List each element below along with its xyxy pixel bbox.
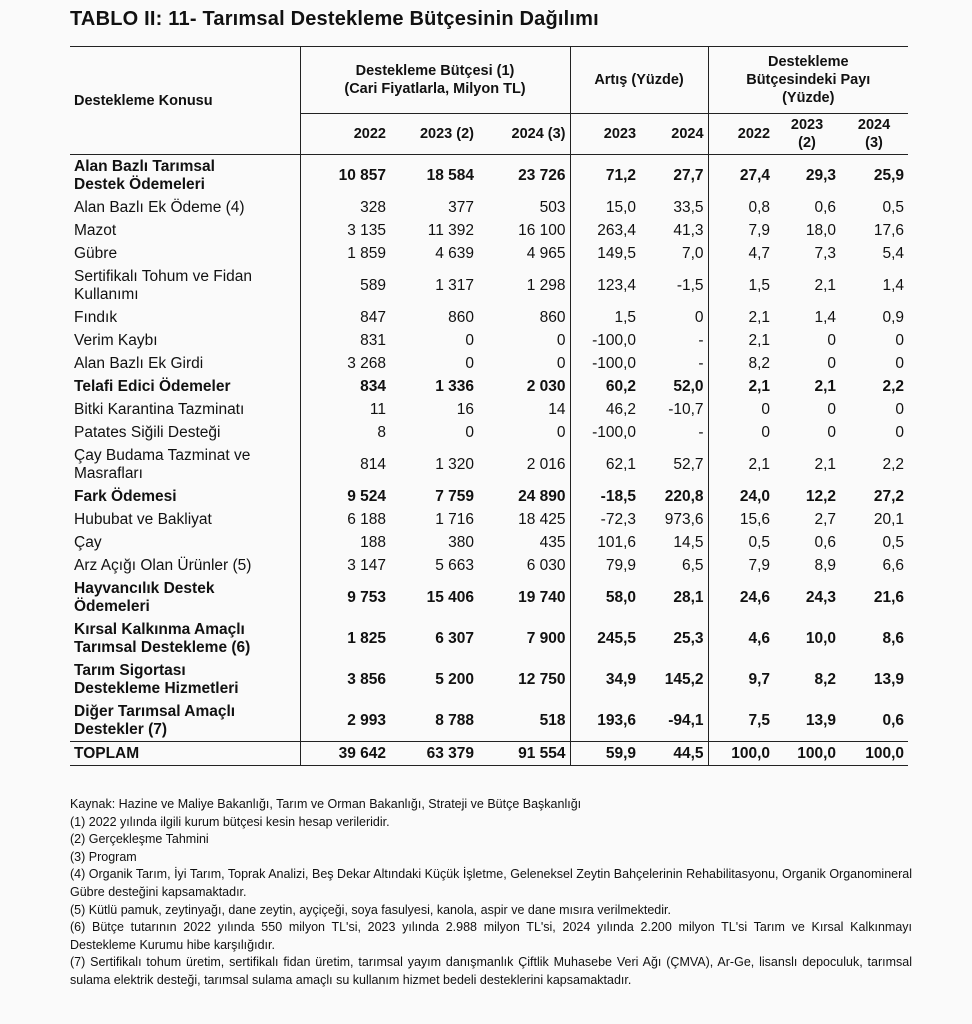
table-cell: 0 xyxy=(556,423,566,441)
table-cell: 7 900 xyxy=(526,629,566,647)
table-row xyxy=(70,554,908,577)
table-cell: 2,1 xyxy=(814,276,837,294)
table-cell: 6 188 xyxy=(300,508,390,531)
row-label: Alan Bazlı Ek Ödeme (4) xyxy=(74,198,245,216)
table-cell: 193,6 xyxy=(570,700,640,742)
table-cell: 0 xyxy=(827,423,837,441)
table-cell: 2,2 xyxy=(882,377,905,395)
table-cell: 24,3 xyxy=(805,588,837,606)
subheader-cell: 2024 xyxy=(640,114,708,155)
table-row xyxy=(70,508,908,531)
total-cell: 44,5 xyxy=(640,742,708,766)
table-cell: 27,2 xyxy=(873,487,905,505)
table-cell: 7 759 xyxy=(435,487,474,505)
table-cell: 2 993 xyxy=(300,700,390,742)
table-cell: 14 xyxy=(548,400,566,418)
table-cell: 10,0 xyxy=(805,629,837,647)
table-cell: 60,2 xyxy=(570,375,640,398)
table-cell: 4,7 xyxy=(708,242,774,265)
table-cell: 2,1 xyxy=(708,444,774,485)
table-row xyxy=(70,700,908,742)
row-label: Arz Açığı Olan Ürünler (5) xyxy=(74,556,252,574)
table-cell: 3 147 xyxy=(300,554,390,577)
total-cell: 39 642 xyxy=(300,742,390,766)
table-cell: 16 100 xyxy=(518,221,566,239)
table-cell: 0 xyxy=(895,331,905,349)
table-cell: 0 xyxy=(895,400,905,418)
table-cell: 19 740 xyxy=(518,588,566,606)
subheader-cell: 2022 xyxy=(300,114,390,155)
table-cell: -100,0 xyxy=(570,421,640,444)
table-cell: 1 716 xyxy=(435,510,474,528)
table-cell: 3 856 xyxy=(300,659,390,700)
footnote: (5) Kütlü pamuk, zeytinyağı, dane zeytin, ayçiçeği, soya fasulyesi, kanola, aspir ve dane mısıra verilmektedir. xyxy=(70,902,671,917)
table-row xyxy=(70,265,908,306)
table-cell: 2,1 xyxy=(708,329,774,352)
table-cell: 380 xyxy=(448,533,474,551)
table-cell: 62,1 xyxy=(570,444,640,485)
table-row xyxy=(70,485,908,508)
row-label: Alan Bazlı Ek Girdi xyxy=(74,354,204,372)
table-cell: -72,3 xyxy=(570,508,640,531)
budget-table xyxy=(70,46,908,766)
table-cell: 0 xyxy=(827,354,837,372)
table-cell: 1,5 xyxy=(570,306,640,329)
table-cell: 2 016 xyxy=(526,455,566,473)
row-label: Verim Kaybı xyxy=(74,331,158,349)
table-cell: 8,2 xyxy=(814,670,837,688)
subheader-cell: 2023 (2) xyxy=(390,114,478,155)
footnote: (6) Bütçe tutarının 2022 yılında 550 milyon TL'si, 2023 yılında 2.988 milyon TL'si, 2024 yılında 2.200 milyon TL'si Tarım ve Kırsal Kalkınmayı Destekleme Kurumu hibe karşılığıdır. xyxy=(70,920,912,952)
table-cell: 10 857 xyxy=(300,155,390,197)
table-cell: 24,6 xyxy=(708,577,774,618)
table-cell: 2 030 xyxy=(526,377,566,395)
table-cell: 9 753 xyxy=(300,577,390,618)
table-cell: 0 xyxy=(827,400,837,418)
table-cell: 0,9 xyxy=(882,308,905,326)
table-cell: 435 xyxy=(539,533,566,551)
table-cell: 25,9 xyxy=(873,166,905,184)
footnote: (1) 2022 yılında ilgili kurum bütçesi kesin hesap verileridir. xyxy=(70,814,390,829)
table-row xyxy=(70,155,908,197)
table-cell: 973,6 xyxy=(664,510,704,528)
table-cell: 24 890 xyxy=(518,487,566,505)
table-cell: 46,2 xyxy=(570,398,640,421)
table-cell: 589 xyxy=(300,265,390,306)
footnote: (3) Program xyxy=(70,849,137,864)
subheader-cell: 2023 (2) xyxy=(774,114,840,155)
table-cell: 834 xyxy=(300,375,390,398)
table-cell: 328 xyxy=(300,196,390,219)
table-cell: 7,0 xyxy=(681,244,704,262)
total-cell: 100,0 xyxy=(840,742,908,766)
table-cell: 27,4 xyxy=(708,155,774,197)
table-cell: -100,0 xyxy=(570,352,640,375)
subheader-cell: 2022 xyxy=(708,114,774,155)
table-cell: 25,3 xyxy=(673,629,704,647)
footnote: (7) Sertifikalı tohum üretim, sertifikalı fidan üretim, tarımsal yayım danışmanlık Çiftlik Muhasebe Veri Ağı (ÇMVA), Ar-Ge, lisanslı depoculuk, tarımsal sulama elektrik desteği, tarımsal sulama amaçlı su kullanım hizmet bedeli desteklerini kapsamaktadır. xyxy=(70,955,912,987)
table-cell: 28,1 xyxy=(673,588,704,606)
table-cell: 503 xyxy=(539,198,566,216)
table-cell: 0,6 xyxy=(814,533,837,551)
table-cell: 41,3 xyxy=(673,221,704,239)
row-label: Bitki Karantina Tazminatı xyxy=(74,400,245,418)
table-cell: 16 xyxy=(456,400,474,418)
table-cell: 0,5 xyxy=(708,531,774,554)
row-label: Çay xyxy=(74,533,102,551)
table-cell: 2,1 xyxy=(708,375,774,398)
table-cell: 860 xyxy=(539,308,566,326)
table-cell: 29,3 xyxy=(805,166,837,184)
table-cell: 0 xyxy=(556,354,566,372)
table-cell: 12,2 xyxy=(805,487,837,505)
table-cell: 188 xyxy=(300,531,390,554)
subheader-cell: 2023 xyxy=(570,114,640,155)
table-cell: 1 859 xyxy=(300,242,390,265)
total-cell: 91 554 xyxy=(478,742,570,766)
row-label: Hayvancılık Destek Ödemeleri xyxy=(74,579,215,615)
row-label: Fındık xyxy=(74,308,118,326)
table-row xyxy=(70,421,908,444)
table-cell: 0 xyxy=(708,398,774,421)
table-row xyxy=(70,352,908,375)
table-cell: 1,4 xyxy=(882,276,905,294)
row-label: Çay Budama Tazminat ve Masrafları xyxy=(74,446,251,482)
table-cell: 5 200 xyxy=(435,670,474,688)
table-cell: 6 307 xyxy=(435,629,474,647)
table-cell: 2,1 xyxy=(814,455,837,473)
table-cell: 0,6 xyxy=(882,711,905,729)
table-body xyxy=(70,155,908,742)
table-cell: 1 298 xyxy=(526,276,566,294)
table-cell: 3 268 xyxy=(300,352,390,375)
table-row xyxy=(70,531,908,554)
table-cell: -100,0 xyxy=(570,329,640,352)
table-row xyxy=(70,375,908,398)
table-cell: 79,9 xyxy=(570,554,640,577)
row-label: Kırsal Kalkınma Amaçlı Tarımsal Destekleme (6) xyxy=(74,620,251,656)
total-cell: 63 379 xyxy=(390,742,478,766)
page-title: TABLO II: 11- Tarımsal Destekleme Bütçesinin Dağılımı xyxy=(70,8,599,30)
table-cell: 21,6 xyxy=(873,588,905,606)
table-cell: 220,8 xyxy=(664,487,704,505)
table-cell: 9,7 xyxy=(708,659,774,700)
subheader-cell: 2024 (3) xyxy=(478,114,570,155)
table-row xyxy=(70,242,908,265)
table-cell: 5 663 xyxy=(435,556,474,574)
table-cell: 847 xyxy=(300,306,390,329)
table-cell: 0 xyxy=(895,354,905,372)
table-cell: -1,5 xyxy=(676,276,704,294)
table-cell: 0 xyxy=(556,331,566,349)
table-cell: 0 xyxy=(708,421,774,444)
table-header xyxy=(70,47,908,155)
row-label: Telafi Edici Ödemeler xyxy=(74,377,231,395)
table-cell: 11 xyxy=(300,398,390,421)
table-cell: 13,9 xyxy=(805,711,837,729)
table-cell: 6,6 xyxy=(882,556,905,574)
table-cell: 145,2 xyxy=(664,670,704,688)
row-label: Diğer Tarımsal Amaçlı Destekler (7) xyxy=(74,702,236,738)
table-cell: 123,4 xyxy=(570,265,640,306)
table-cell: 52,7 xyxy=(673,455,704,473)
table-cell: 18 425 xyxy=(518,510,566,528)
table-cell: 15,6 xyxy=(708,508,774,531)
table-cell: 0 xyxy=(694,308,704,326)
table-cell: 24,0 xyxy=(708,485,774,508)
table-cell: 2,1 xyxy=(708,306,774,329)
table-cell: 4 639 xyxy=(435,244,474,262)
table-total xyxy=(70,742,908,766)
table-row xyxy=(70,306,908,329)
table-cell: 8,2 xyxy=(708,352,774,375)
total-label: TOPLAM xyxy=(70,742,300,766)
row-label: Mazot xyxy=(74,221,117,239)
table-cell: 8 788 xyxy=(435,711,474,729)
table-row xyxy=(70,329,908,352)
table-cell: 15 406 xyxy=(426,588,474,606)
table-cell: 7,9 xyxy=(708,219,774,242)
table-cell: - xyxy=(698,423,704,441)
header-artis-group: Artış (Yüzde) xyxy=(570,47,708,114)
table-cell: 15,0 xyxy=(570,196,640,219)
table-cell: -94,1 xyxy=(668,711,704,729)
table-cell: 6 030 xyxy=(526,556,566,574)
table-cell: 7,5 xyxy=(708,700,774,742)
table-cell: 1,4 xyxy=(814,308,837,326)
table-cell: 3 135 xyxy=(300,219,390,242)
table-cell: 1 336 xyxy=(435,377,474,395)
row-label: Fark Ödemesi xyxy=(74,487,177,505)
row-label: Hububat ve Bakliyat xyxy=(74,510,212,528)
table-cell: -10,7 xyxy=(668,400,704,418)
table-row xyxy=(70,444,908,485)
table-cell: - xyxy=(698,331,704,349)
total-cell: 100,0 xyxy=(774,742,840,766)
row-label: Gübre xyxy=(74,244,118,262)
table-row xyxy=(70,618,908,659)
table-cell: 5,4 xyxy=(882,244,905,262)
table-cell: 1,5 xyxy=(708,265,774,306)
row-label: Tarım Sigortası Destekleme Hizmetleri xyxy=(74,661,239,697)
footnote: (2) Gerçekleşme Tahmini xyxy=(70,832,209,847)
table-cell: 4 965 xyxy=(526,244,566,262)
table-cell: 34,9 xyxy=(570,659,640,700)
table-cell: 6,5 xyxy=(681,556,704,574)
table-cell: 0,5 xyxy=(882,533,905,551)
table-cell: 17,6 xyxy=(873,221,905,239)
table-cell: 7,3 xyxy=(814,244,837,262)
row-label: Patates Siğili Desteği xyxy=(74,423,221,441)
table-cell: 52,0 xyxy=(673,377,704,395)
table-cell: 0,6 xyxy=(814,198,837,216)
table-cell: 7,9 xyxy=(708,554,774,577)
table-cell: 12 750 xyxy=(518,670,566,688)
table-cell: 831 xyxy=(300,329,390,352)
table-cell: 23 726 xyxy=(518,166,566,184)
footnotes xyxy=(70,796,912,990)
table-cell: 1 825 xyxy=(300,618,390,659)
table-cell: 263,4 xyxy=(570,219,640,242)
header-butce-group: Destekleme Bütçesi (1) (Cari Fiyatlarla, Milyon TL) xyxy=(300,47,570,114)
total-cell: 59,9 xyxy=(570,742,640,766)
table-cell: 0 xyxy=(465,331,474,349)
table-cell: 18 584 xyxy=(426,166,474,184)
source-note: Kaynak: Hazine ve Maliye Bakanlığı, Tarım ve Orman Bakanlığı, Strateji ve Bütçe Başkanlığı xyxy=(70,797,582,811)
table-cell: 9 524 xyxy=(300,485,390,508)
table-cell: 0 xyxy=(895,423,905,441)
row-label: Alan Bazlı Tarımsal Destek Ödemeleri xyxy=(74,157,215,193)
table-cell: 0 xyxy=(465,354,474,372)
table-cell: 11 392 xyxy=(427,221,474,239)
table-cell: 18,0 xyxy=(805,221,837,239)
table-cell: 245,5 xyxy=(570,618,640,659)
footnote: (4) Organik Tarım, İyi Tarım, Toprak Analizi, Beş Dekar Altındaki Küçük İşletme, Geleneksel Zeytin Bahçelerinin Rehabilitasyonu, Organik Organomineral Gübre desteğini kapsamaktadır. xyxy=(70,867,912,899)
table-row xyxy=(70,577,908,618)
subheader-cell: 2024 (3) xyxy=(840,114,908,155)
table-cell: 71,2 xyxy=(570,155,640,197)
row-label: Sertifikalı Tohum ve Fidan Kullanımı xyxy=(74,267,253,303)
table-cell: 149,5 xyxy=(570,242,640,265)
table-cell: 58,0 xyxy=(570,577,640,618)
table-cell: 860 xyxy=(448,308,474,326)
table-cell: 1 320 xyxy=(435,455,474,473)
table-row xyxy=(70,219,908,242)
header-konu: Destekleme Konusu xyxy=(70,47,300,155)
table-cell: 2,1 xyxy=(814,377,837,395)
table-cell: 0,5 xyxy=(882,198,905,216)
table-cell: 8,9 xyxy=(814,556,837,574)
table-row xyxy=(70,659,908,700)
table-cell: 8,6 xyxy=(882,629,905,647)
table-cell: 2,2 xyxy=(882,455,905,473)
header-pay-group: Destekleme Bütçesindeki Payı (Yüzde) xyxy=(708,47,908,114)
table-cell: 4,6 xyxy=(708,618,774,659)
table-cell: - xyxy=(698,354,704,372)
table-cell: 27,7 xyxy=(673,166,704,184)
table-cell: 20,1 xyxy=(873,510,905,528)
table-cell: 0 xyxy=(827,331,837,349)
table-cell: 2,7 xyxy=(814,510,837,528)
table-cell: 8 xyxy=(300,421,390,444)
table-cell: 1 317 xyxy=(435,276,474,294)
table-row xyxy=(70,196,908,219)
table-cell: 14,5 xyxy=(673,533,704,551)
table-row xyxy=(70,398,908,421)
table-cell: 377 xyxy=(448,198,474,216)
table-cell: 814 xyxy=(300,444,390,485)
table-cell: -18,5 xyxy=(570,485,640,508)
table-cell: 101,6 xyxy=(570,531,640,554)
table-cell: 13,9 xyxy=(873,670,905,688)
table-cell: 33,5 xyxy=(673,198,704,216)
table-cell: 0,8 xyxy=(708,196,774,219)
total-cell: 100,0 xyxy=(708,742,774,766)
table-cell: 0 xyxy=(465,423,474,441)
table-cell: 518 xyxy=(539,711,566,729)
